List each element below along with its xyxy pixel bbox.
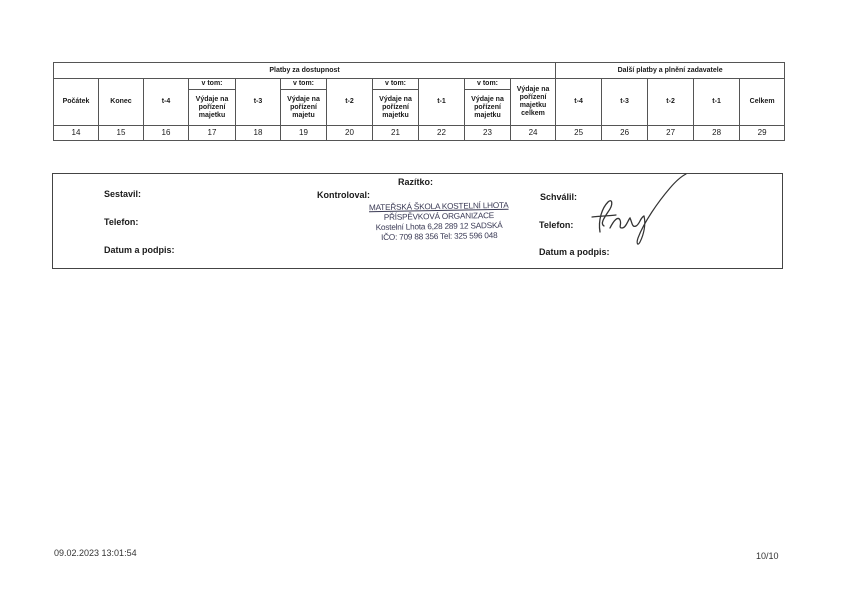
v-tom-label: v tom:	[373, 79, 419, 90]
header-r-t1: t-1	[694, 79, 740, 126]
v-tom-label: v tom:	[189, 79, 236, 90]
column-number: 24	[511, 126, 556, 141]
telefon-left-label: Telefon:	[104, 217, 139, 227]
organization-stamp	[368, 201, 511, 243]
header-t1: t-1	[419, 79, 465, 126]
telefon-right-label: Telefon:	[539, 220, 574, 230]
column-number: 29	[740, 126, 785, 141]
column-number: 23	[465, 126, 511, 141]
header-t2: t-2	[327, 79, 373, 126]
datum-left-label: Datum a podpis:	[104, 245, 175, 255]
payments-table	[53, 62, 785, 141]
header-pocatek: Počátek	[54, 79, 99, 126]
column-number: 26	[602, 126, 648, 141]
header-vydaje-t1: Výdaje na pořízení majetku	[465, 90, 511, 126]
handwritten-signature	[586, 172, 696, 252]
column-number: 18	[236, 126, 281, 141]
header-t4: t-4	[144, 79, 189, 126]
column-number: 21	[373, 126, 419, 141]
column-number: 17	[189, 126, 236, 141]
page-number: 10/10	[756, 551, 779, 561]
column-number: 19	[281, 126, 327, 141]
razitko-label: Razítko:	[398, 177, 434, 187]
stamp-line: IČO: 709 88 356 Tel: 325 596 048	[380, 230, 498, 243]
column-number: 14	[54, 126, 99, 141]
header-vydaje-celkem: Výdaje na pořízení majetku celkem	[511, 79, 556, 126]
header-r-t2: t-2	[648, 79, 694, 126]
header-celkem: Celkem	[740, 79, 785, 126]
schvalil-label: Schválil:	[540, 192, 578, 202]
header-t3: t-3	[236, 79, 281, 126]
stamp-line: PŘÍSPĚVKOVÁ ORGANIZACE	[383, 211, 495, 222]
print-timestamp: 09.02.2023 13:01:54	[54, 548, 137, 558]
kontroloval-label: Kontroloval:	[317, 190, 370, 200]
header-konec: Konec	[99, 79, 144, 126]
column-number: 28	[694, 126, 740, 141]
column-number: 15	[99, 126, 144, 141]
column-number: 27	[648, 126, 694, 141]
column-number: 20	[327, 126, 373, 141]
column-number: 22	[419, 126, 465, 141]
group-header-dalsi-platby: Další platby a plnění zadavatele	[556, 63, 785, 79]
v-tom-label: v tom:	[465, 79, 511, 90]
header-vydaje-t3: Výdaje na pořízení majetu	[281, 90, 327, 126]
stamp-line: MATEŘSKÁ ŠKOLA KOSTELNÍ LHOTA	[368, 200, 509, 213]
v-tom-label: v tom:	[281, 79, 327, 90]
header-vydaje-t2: Výdaje na pořízení majetku	[373, 90, 419, 126]
column-number: 25	[556, 126, 602, 141]
stamp-line: Kostelní Lhota 6,28 289 12 SADSKÁ	[375, 220, 503, 233]
header-r-t3: t-3	[602, 79, 648, 126]
column-number: 16	[144, 126, 189, 141]
sestavil-label: Sestavil:	[104, 189, 142, 199]
header-vydaje-t4: Výdaje na pořízení majetku	[189, 90, 236, 126]
datum-right-label: Datum a podpis:	[539, 247, 610, 257]
header-r-t4: t-4	[556, 79, 602, 126]
group-header-platby: Platby za dostupnost	[54, 63, 556, 79]
